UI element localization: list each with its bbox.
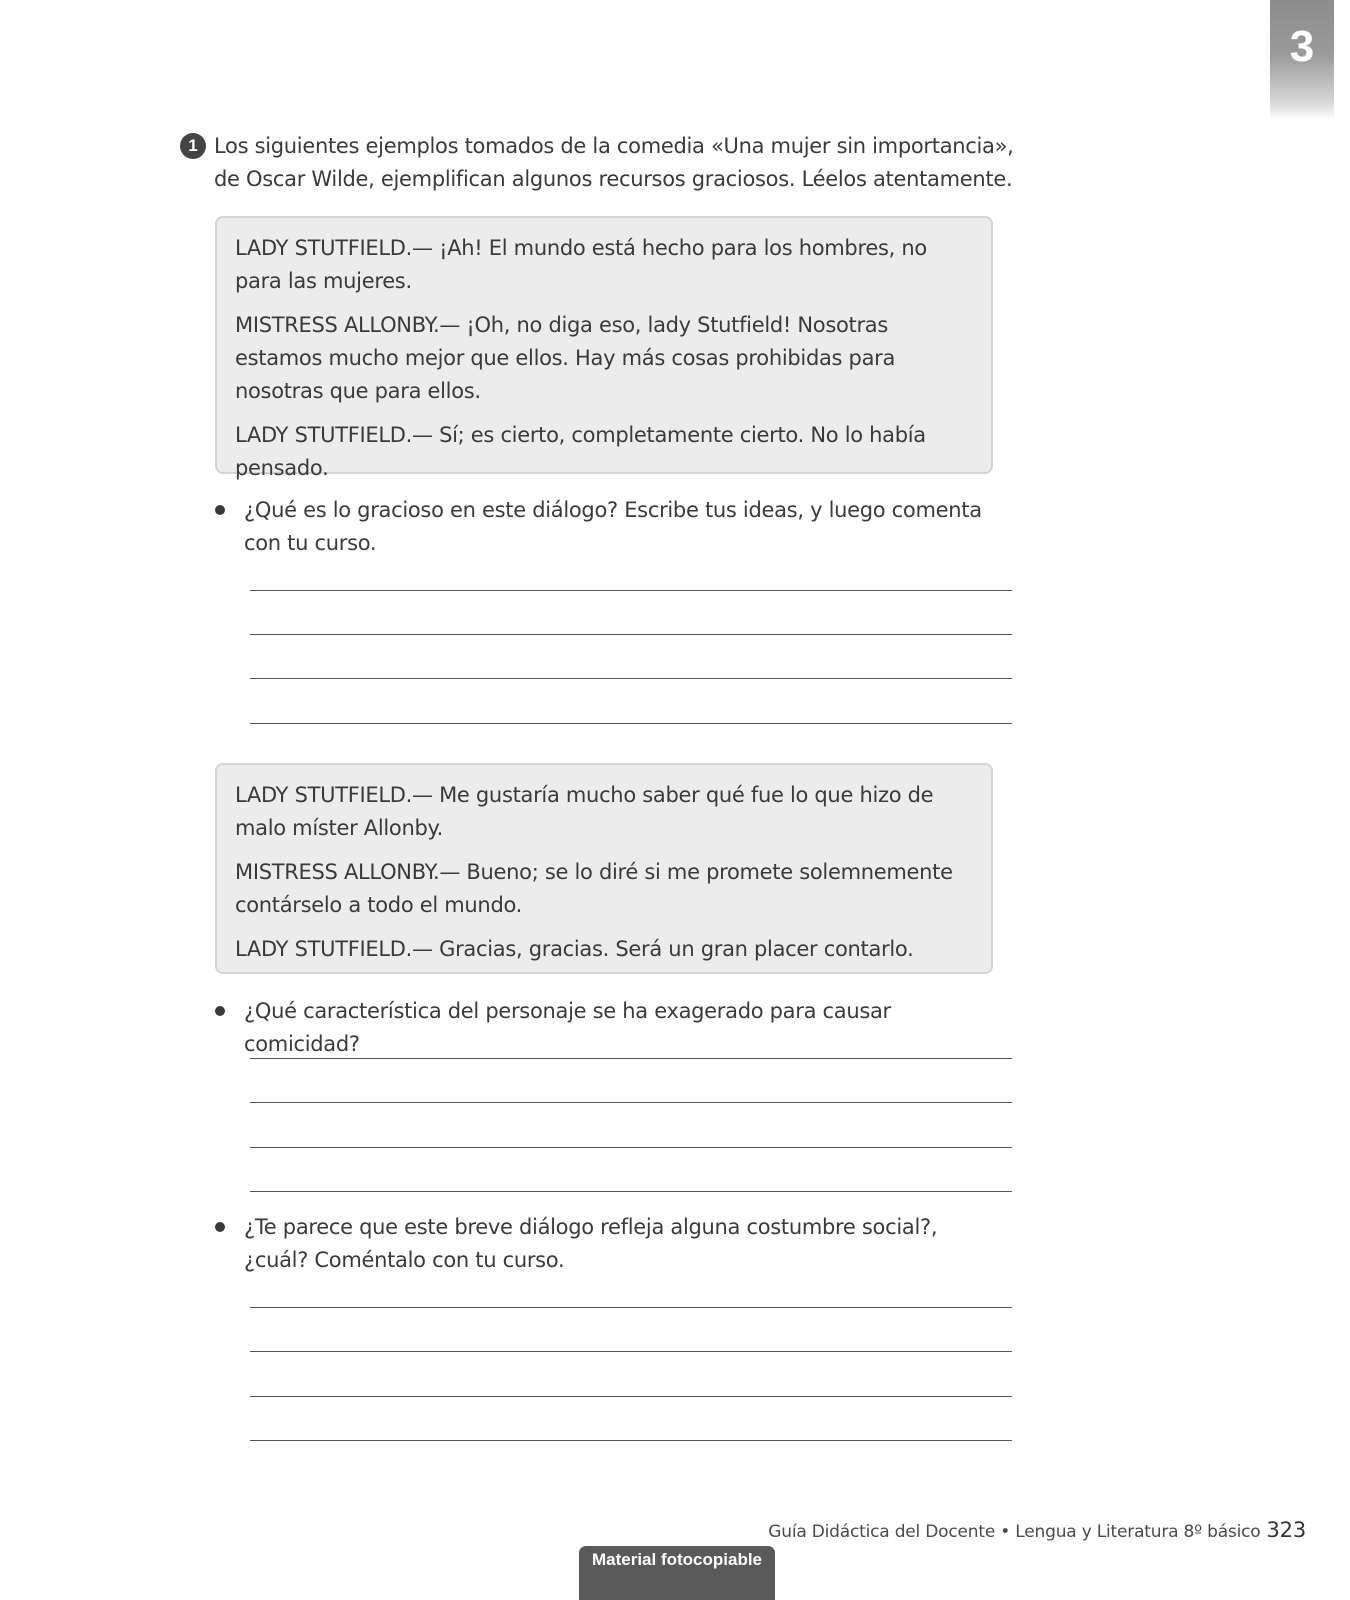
answer-line[interactable]: [250, 723, 1012, 724]
question-2: ¿Qué característica del personaje se ha exagerado para causar comicidad?: [244, 999, 891, 1056]
page-number: 323: [1266, 1518, 1306, 1542]
footer: [768, 1518, 1306, 1542]
answer-line[interactable]: [250, 1058, 1012, 1059]
answer-line[interactable]: [250, 1440, 1012, 1441]
answer-line[interactable]: [250, 634, 1012, 635]
question-1: ¿Qué es lo gracioso en este diálogo? Escribe tus ideas, y luego comenta con tu curso.: [244, 498, 982, 555]
footer-guide-title: Guía Didáctica del Docente • Lengua y Literatura 8º básico: [768, 1522, 1261, 1542]
chapter-number-tab: 3: [1270, 0, 1334, 120]
answer-line[interactable]: [250, 1351, 1012, 1352]
dialog-line: LADY STUTFIELD.— Sí; es cierto, completamente cierto. No lo había pensado.: [235, 423, 926, 480]
dialog-line: MISTRESS ALLONBY.— ¡Oh, no diga eso, lady Stutfield! Nosotras estamos mucho mejor que ellos. Hay más cosas prohibidas para nosotras que para ellos.: [235, 313, 896, 403]
answer-line[interactable]: [250, 1102, 1012, 1103]
bullet-icon: [215, 505, 225, 515]
dialog-box-2: [215, 763, 993, 974]
dialog-line: LADY STUTFIELD.— ¡Ah! El mundo está hecho para los hombres, no para las mujeres.: [235, 236, 927, 293]
activity-number-badge: 1: [180, 133, 206, 159]
dialog-line: MISTRESS ALLONBY.— Bueno; se lo diré si me promete solemnemente contárselo a todo el mundo.: [235, 860, 953, 917]
dialog-box-1: [215, 216, 993, 480]
answer-line[interactable]: [250, 1396, 1012, 1397]
answer-line[interactable]: [250, 1147, 1012, 1148]
dialog-line: LADY STUTFIELD.— Gracias, gracias. Será un gran placer contarlo.: [235, 937, 914, 961]
answer-line[interactable]: [250, 678, 1012, 679]
bullet-icon: [215, 1222, 225, 1232]
activity-intro: Los siguientes ejemplos tomados de la comedia «Una mujer sin importancia», de Oscar Wilde, ejemplifican algunos recursos graciosos. Léelos atentamente.: [214, 134, 1014, 191]
answer-line[interactable]: [250, 1191, 1012, 1192]
answer-line[interactable]: [250, 590, 1012, 591]
question-3: ¿Te parece que este breve diálogo refleja alguna costumbre social?, ¿cuál? Coméntalo con tu curso.: [244, 1215, 938, 1272]
photocopy-label: Material fotocopiable: [579, 1546, 775, 1600]
answer-line[interactable]: [250, 1307, 1012, 1308]
bullet-icon: [215, 1006, 225, 1016]
dialog-line: LADY STUTFIELD.— Me gustaría mucho saber qué fue lo que hizo de malo míster Allonby.: [235, 783, 934, 840]
